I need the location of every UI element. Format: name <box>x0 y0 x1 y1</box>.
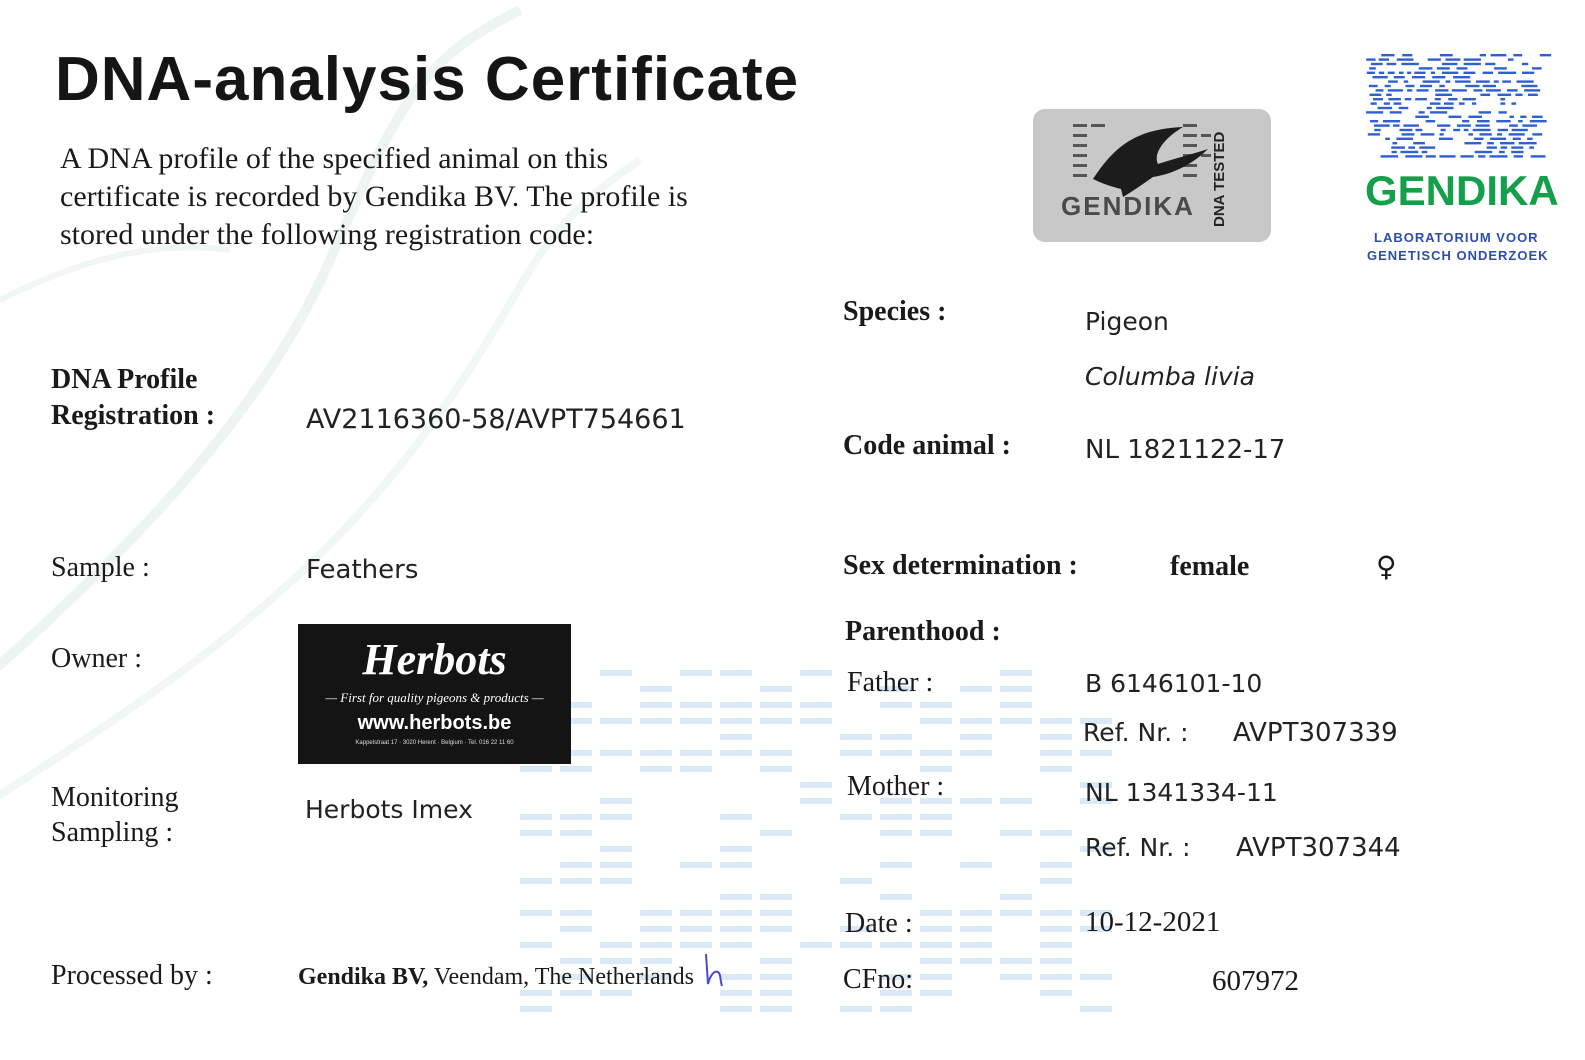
processed-location: Veendam, The Netherlands <box>428 964 694 990</box>
processed-company: Gendika BV, <box>298 964 429 990</box>
species-label: Species : <box>843 296 947 327</box>
monitoring-value: Herbots Imex <box>305 795 473 824</box>
owner-logo-url: www.herbots.be <box>357 712 512 734</box>
dna-tested-sticker <box>1033 109 1271 242</box>
cfno-value: 607972 <box>1212 965 1299 997</box>
monitoring-label: Monitoring <box>51 782 179 813</box>
processed-label: Processed by : <box>51 960 213 991</box>
date-label: Date : <box>845 908 913 939</box>
species-latin: Columba livia <box>1085 362 1255 391</box>
father-ref-label: Ref. Nr. : <box>1083 718 1189 747</box>
sample-value: Feathers <box>306 555 419 585</box>
mother-ref-value: AVPT307344 <box>1236 833 1401 863</box>
sex-determination-label: Sex determination : <box>843 550 1078 581</box>
father-ref-value: AVPT307339 <box>1233 718 1398 748</box>
owner-logo <box>298 624 571 764</box>
registration-value: AV2116360-58/AVPT754661 <box>306 404 686 435</box>
certificate-title: DNA-analysis Certificate <box>55 45 800 114</box>
mother-value: NL 1341334-11 <box>1085 778 1278 807</box>
father-value: B 6146101-10 <box>1085 669 1263 698</box>
gendika-pattern-icon <box>1360 52 1555 162</box>
intro-text: A DNA profile of the specified animal on this certificate is recorded by Gendika BV. The profile is stored under the following registration code: <box>60 142 688 251</box>
processed-value <box>298 964 694 991</box>
date-value: 10-12-2021 <box>1085 906 1221 938</box>
gendika-tagline-2: GENETISCH ONDERZOEK <box>1367 248 1549 263</box>
parenthood-label: Parenthood : <box>845 616 1001 647</box>
registration-label: Registration : <box>51 400 216 431</box>
cfno-label: CFno: <box>843 964 914 995</box>
sticker-brand: GENDIKA <box>1061 191 1195 221</box>
code-animal-label: Code animal : <box>843 430 1011 461</box>
sample-label: Sample : <box>51 552 150 583</box>
gendika-logo <box>1360 52 1559 267</box>
gendika-tagline-1: LABORATORIUM VOOR <box>1374 230 1539 245</box>
father-label: Father : <box>847 667 934 698</box>
pigeon-icon <box>1033 109 1271 242</box>
mother-ref-label: Ref. Nr. : <box>1085 833 1191 862</box>
sex-value: female <box>1170 551 1250 582</box>
signature-mark-icon <box>702 950 738 990</box>
sticker-dna-tested: DNA TESTED <box>1211 131 1228 227</box>
gendika-brand: GENDIKA <box>1365 167 1559 214</box>
mother-label: Mother : <box>847 771 945 802</box>
owner-label: Owner : <box>51 643 142 674</box>
dna-profile-label: DNA Profile <box>51 364 198 395</box>
code-animal-value: NL 1821122-17 <box>1085 435 1286 465</box>
owner-logo-name: Herbots <box>362 635 507 684</box>
species-value: Pigeon <box>1085 307 1169 336</box>
sampling-label: Sampling : <box>51 817 174 848</box>
owner-logo-tagline: — First for quality pigeons & products — <box>325 690 544 705</box>
owner-logo-address: Kappelstraat 17 · 3020 Herent · Belgium · Tel. 016 22 11 60 <box>355 740 514 746</box>
female-symbol-icon: ♀ <box>1376 550 1397 583</box>
